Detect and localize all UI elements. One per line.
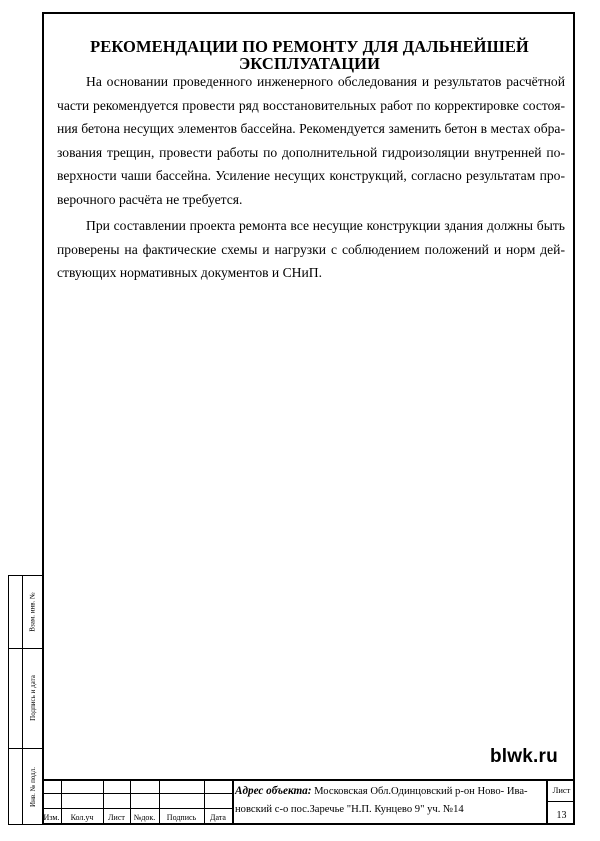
strip-label: Взам. инв. № xyxy=(28,592,37,632)
sheet-label: Лист xyxy=(552,785,571,795)
strip-label: Подпись и дата xyxy=(28,675,37,721)
text-line: ствующих нормативных документов и СНиП. xyxy=(57,265,322,281)
stamp-top-border xyxy=(42,779,575,781)
strip-cell-original-inv xyxy=(22,748,43,826)
column-header: Дата xyxy=(210,813,226,822)
text-line: зования трещин, провести работы по дополнительной гидроизоляции внутренней по- xyxy=(57,144,565,160)
title-line: РЕКОМЕНДАЦИИ ПО РЕМОНТУ ДЛЯ ДАЛЬНЕЙШЕЙ xyxy=(90,37,529,56)
column-header: Подпись xyxy=(166,813,197,822)
strip-cell-replacement-inv xyxy=(22,576,43,648)
address-label: Адрес объекта: xyxy=(235,785,312,797)
strip-cell-signature-date xyxy=(22,648,43,748)
text-line: верочного расчёта не требуется. xyxy=(57,191,243,207)
margin-strip xyxy=(8,575,42,825)
stamp-divider xyxy=(232,779,234,825)
object-address xyxy=(235,782,543,819)
sheet-number: 13 xyxy=(556,810,567,821)
text-line: На основании проведенного инженерного обследования и результатов расчётной xyxy=(86,74,565,89)
title-block xyxy=(42,779,575,825)
address-line: новский с-о пос.Заречье "Н.П. Кунцево 9" уч. №14 xyxy=(235,804,464,815)
address-line: Московская Обл.Одинцовский р-он Ново- Ива- xyxy=(314,786,528,797)
column-header: №док. xyxy=(133,813,156,822)
stamp-row-line xyxy=(546,801,575,802)
strip-label: Инв. № подл. xyxy=(28,767,37,807)
title-line: ЭКСПЛУАТАЦИИ xyxy=(238,54,380,73)
text-line: ния бетона несущих элементов бассейна. Рекомендуется заменить бетон в местах обра- xyxy=(57,121,565,137)
stamp-row-line xyxy=(42,793,232,794)
text-line: части рекомендуется провести ряд восстановительных работ по корректировке состоя- xyxy=(57,97,565,113)
watermark-logo: blwk.ru xyxy=(490,746,558,767)
paragraph-recommendations xyxy=(57,70,565,212)
text-line: проверены на фактические схемы и нагрузки с соблюдением положений и норм дей- xyxy=(57,241,565,257)
column-header: Лист xyxy=(108,813,125,822)
page-title xyxy=(44,38,575,72)
paragraph-repair-project xyxy=(57,214,565,285)
stamp-row-line xyxy=(42,808,232,809)
text-line: При составлении проекта ремонта все несущие конструкции здания должны быть xyxy=(86,218,565,233)
text-line: верхности чаши бассейна. Усиление несущих конструкций, согласно результатам про- xyxy=(57,168,565,184)
column-header: Изм. xyxy=(43,813,60,822)
column-header: Кол.уч xyxy=(70,813,94,822)
